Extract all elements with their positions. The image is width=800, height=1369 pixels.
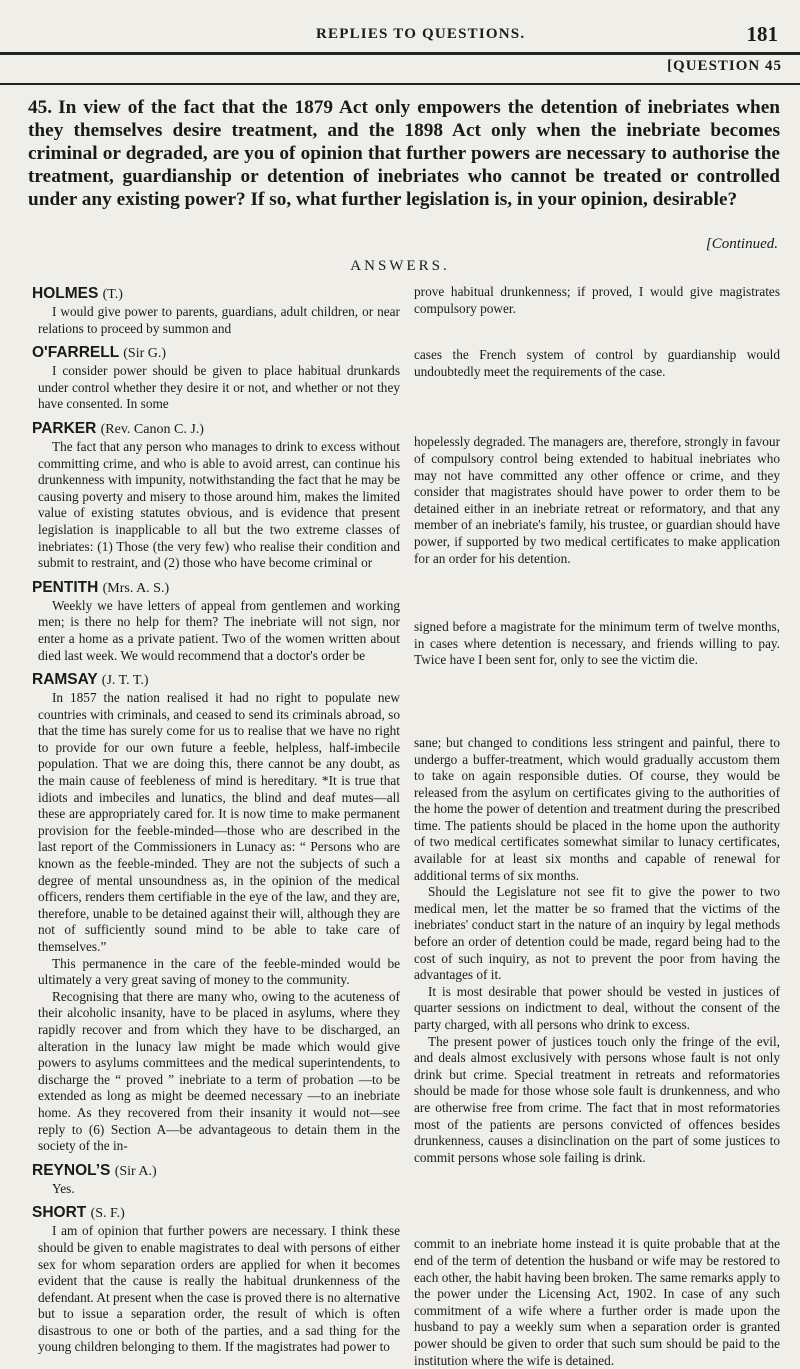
respondent-initials: (S. F.) (90, 1206, 125, 1222)
answer-text: Yes. (52, 1180, 75, 1196)
respondent-name: O'FARRELL (32, 344, 119, 362)
question-text-block (28, 96, 780, 211)
right-column (414, 284, 780, 1369)
continuation-ramsay-paragraph: It is most desirable that power should be vested in justices of quarter sessions on indictment to deal, without the consent of the party charged, with all persons who drink to excess. (414, 983, 780, 1032)
respondent-name: HOLMES (32, 285, 99, 302)
respondent-name: REYNOL’S (32, 1161, 111, 1179)
respondent-initials: (Sir A.) (114, 1163, 157, 1179)
spacer (414, 1166, 780, 1236)
left-column (32, 284, 400, 1362)
continuation-short: commit to an inebriate home instead it is quite probable that at the end of the term of detention the husband or wife may be restored to each other, the habit having been broken. The same remarks apply to the power under the Licensing Act, 1902. In case of any such commitment of a wife where a further order is made upon the husband to pay a weekly sum when a separation order is granted power should be given to order that such sum should be paid to the institution where the wife is detained. (414, 1236, 780, 1368)
respondent-name: PARKER (32, 419, 97, 437)
answer-reynolds (32, 1161, 400, 1198)
answer-pentith (32, 578, 400, 664)
respondent-initials: (J. T. T.) (101, 673, 149, 689)
answers-heading: ANSWERS. (350, 258, 450, 274)
continuation-ramsay-paragraph: Should the Legislature not see fit to give the power to two medical men, let the matter be so framed that the victims of the inebriates' conduct start in the nature of an inquiry by legal methods before an order of detention could be made, regard being had to the cost of such inquiry, as not to prevent the poor from having the advantages of it. (414, 884, 780, 983)
header-rule (0, 52, 800, 55)
respondent-initials: (T.) (102, 287, 123, 302)
continuation-ramsay-paragraph: The present power of justices touch only the fringe of the evil, and deals almost exclusively with persons whose fault is not only drink but crime. Special treatment in retreats and reformatories should be made for those whose sole fault is drunkenness, and who are otherwise free from crime. The fact that in most reformatories most of the patients are persons convicted of offences besides drunkenness, causes a disinclination on the part of some justices to commit persons whose sole failing is drink. (414, 1033, 780, 1165)
answer-parker (32, 419, 400, 572)
respondent-initials: (Mrs. A. S.) (102, 580, 170, 596)
respondent-name: RAMSAY (32, 671, 98, 689)
continuation-pentith: signed before a magistrate for the minimum term of twelve months, in cases where detention is necessary, and friends willing to pay. Twice have I been sent for, only to see the victim die. (414, 619, 780, 668)
respondent-initials: (Rev. Canon C. J.) (100, 421, 204, 437)
answer-ofarrell (32, 343, 400, 413)
continuation-ofarrell: cases the French system of control by guardianship would undoubtedly meet the requirements of the case. (414, 347, 780, 379)
answer-text: I consider power should be given to place habitual drunkards under control whether they desire it or not, and whether or not they have consented. In some (38, 363, 400, 412)
answer-text: I would give power to parents, guardians, adult children, or near relations to proceed by summon and (38, 304, 400, 336)
question-text: In view of the fact that the 1879 Act only empowers the detention of inebriates when they themselves desire treatment, and the 1898 Act only when the inebriate becomes criminal or degraded, are you of opinion that further powers are necessary to authorise the treatment, guardianship or detention of inebriates who cannot be treated or controlled under any existing power? If so, what further legislation is, in your opinion, desirable? (28, 97, 780, 210)
continued-label: [Continued. (705, 236, 778, 252)
answer-paragraph: In 1857 the nation realised it had no right to populate new countries with criminals, and ceased to send its criminals abroad, so that the time has surely come for us to realise that we have no right to provide for our own future a feeble, helpless, half-imbecile population. That we are doing this, there cannot be any doubt, as the main cause of feebleness of mind is hereditary. *It is true that idiots and imbeciles and lunatics, the blind and deaf mutes—all these are appropriately cared for. It is now time to make permanent provision for the feeble-minded—those who are described in the last report of the Commissioners in Lunacy as: “ Persons who are known as the feeble-minded. They are not the subjects of such a degree of mental unsoundness as, in the opinion of the medical officers, renders them certifiable in the eye of the law, and they are, therefore, unable to be detained against their will, although they are not of sufficiently sound mind to be able to take care of themselves.” (38, 690, 400, 954)
answer-paragraph: This permanence in the care of the feeble-minded would be ultimately a very great saving of money to the community. (38, 955, 400, 988)
answer-holmes (32, 284, 400, 337)
spacer (414, 669, 780, 735)
answer-text: Weekly we have letters of appeal from gentlemen and working men; is there no help for them? The inebriate will not sign, nor enter a home as a private patient. Two of the women written about died last week. We would recommend that a doctor's order be (38, 597, 400, 663)
answer-ramsay (32, 670, 400, 1155)
answer-text: The fact that any person who manages to drink to excess without committing crime, and who is able to avoid arrest, can continue his drunkenness with impunity, notwithstanding the fact that he may be causing poverty and misery to those around him, makes the limited value of existing statutes obvious, and is evidence that present legislation is inapplicable to all but the two extreme classes of inebriates: (1) Those (the very few) who realise their condition and submit to restraint, and (2) those who have become criminal or (38, 438, 400, 571)
running-title: REPLIES TO QUESTIONS. (316, 26, 526, 42)
spacer (414, 317, 780, 347)
continuation-holmes: prove habitual drunkenness; if proved, I would give magistrates compulsory power. (414, 284, 780, 316)
answer-short (32, 1203, 400, 1356)
question-number: 45. (28, 97, 53, 118)
spacer (414, 380, 780, 434)
page-header (0, 22, 800, 62)
page-number: 181 (746, 22, 778, 46)
respondent-initials: (Sir G.) (123, 346, 167, 362)
continuation-ramsay: sane; but changed to conditions less stringent and painful, there to undergo a buffer-treatment, which would gradually accustom them to take on again responsible duties. Of course, they would be released from the asylum on certificates giving to the authorities of the home the power of detention and treatment during the prescribed time. The patients should be placed in the home upon the authority of two medical certificates somewhat similar to lunacy certificates, available for at least six months and capable of renewal for additional terms of six months. (414, 734, 780, 883)
header-rule-lower (0, 83, 800, 85)
spacer (414, 567, 780, 619)
question-label: [QUESTION 45 (667, 58, 782, 74)
continuation-parker: hopelessly degraded. The managers are, therefore, strongly in favour of compulsory control being extended to habitual inebriates who may not have committed any other offence or crime, and they consider that magistrates should have power to order them to be detained either in an inebriate retreat or reformatory, and that any member of an inebriate's family, his trustee, or guardian should have power, if supported by two medical certificates to make application for an order for his detention. (414, 434, 780, 566)
answer-paragraph: Recognising that there are many who, owing to the acuteness of their alcoholic insanity, have to be placed in asylums, where they rapidly recover and from which they have to be discharged, an alteration in the lunacy law might be made which would give powers to asylums committees and the medical superintendents, to discharge the “ proved ” inebriate to a term of probation —to be extended as long as might be deemed necessary —to an inebriate home. As they recovered from their insanity it would not—see reply to (6) Section A—be advantageous to detain them in the society of the in- (38, 988, 400, 1154)
respondent-name: SHORT (32, 1204, 87, 1222)
respondent-name: PENTITH (32, 578, 99, 596)
answer-text: I am of opinion that further powers are necessary. I think these should be given to enable magistrates to deal with persons of either sex for whom separation orders are applied for when it becomes evident that the cause is really the habitual drunkenness of the defendant. At present when the case is proved there is no alternative but to issue a separation order, the result of which is often disastrous to one or both of the parties, and a sad thing for the young children belonging to them. If the magistrates had power to (38, 1223, 400, 1355)
